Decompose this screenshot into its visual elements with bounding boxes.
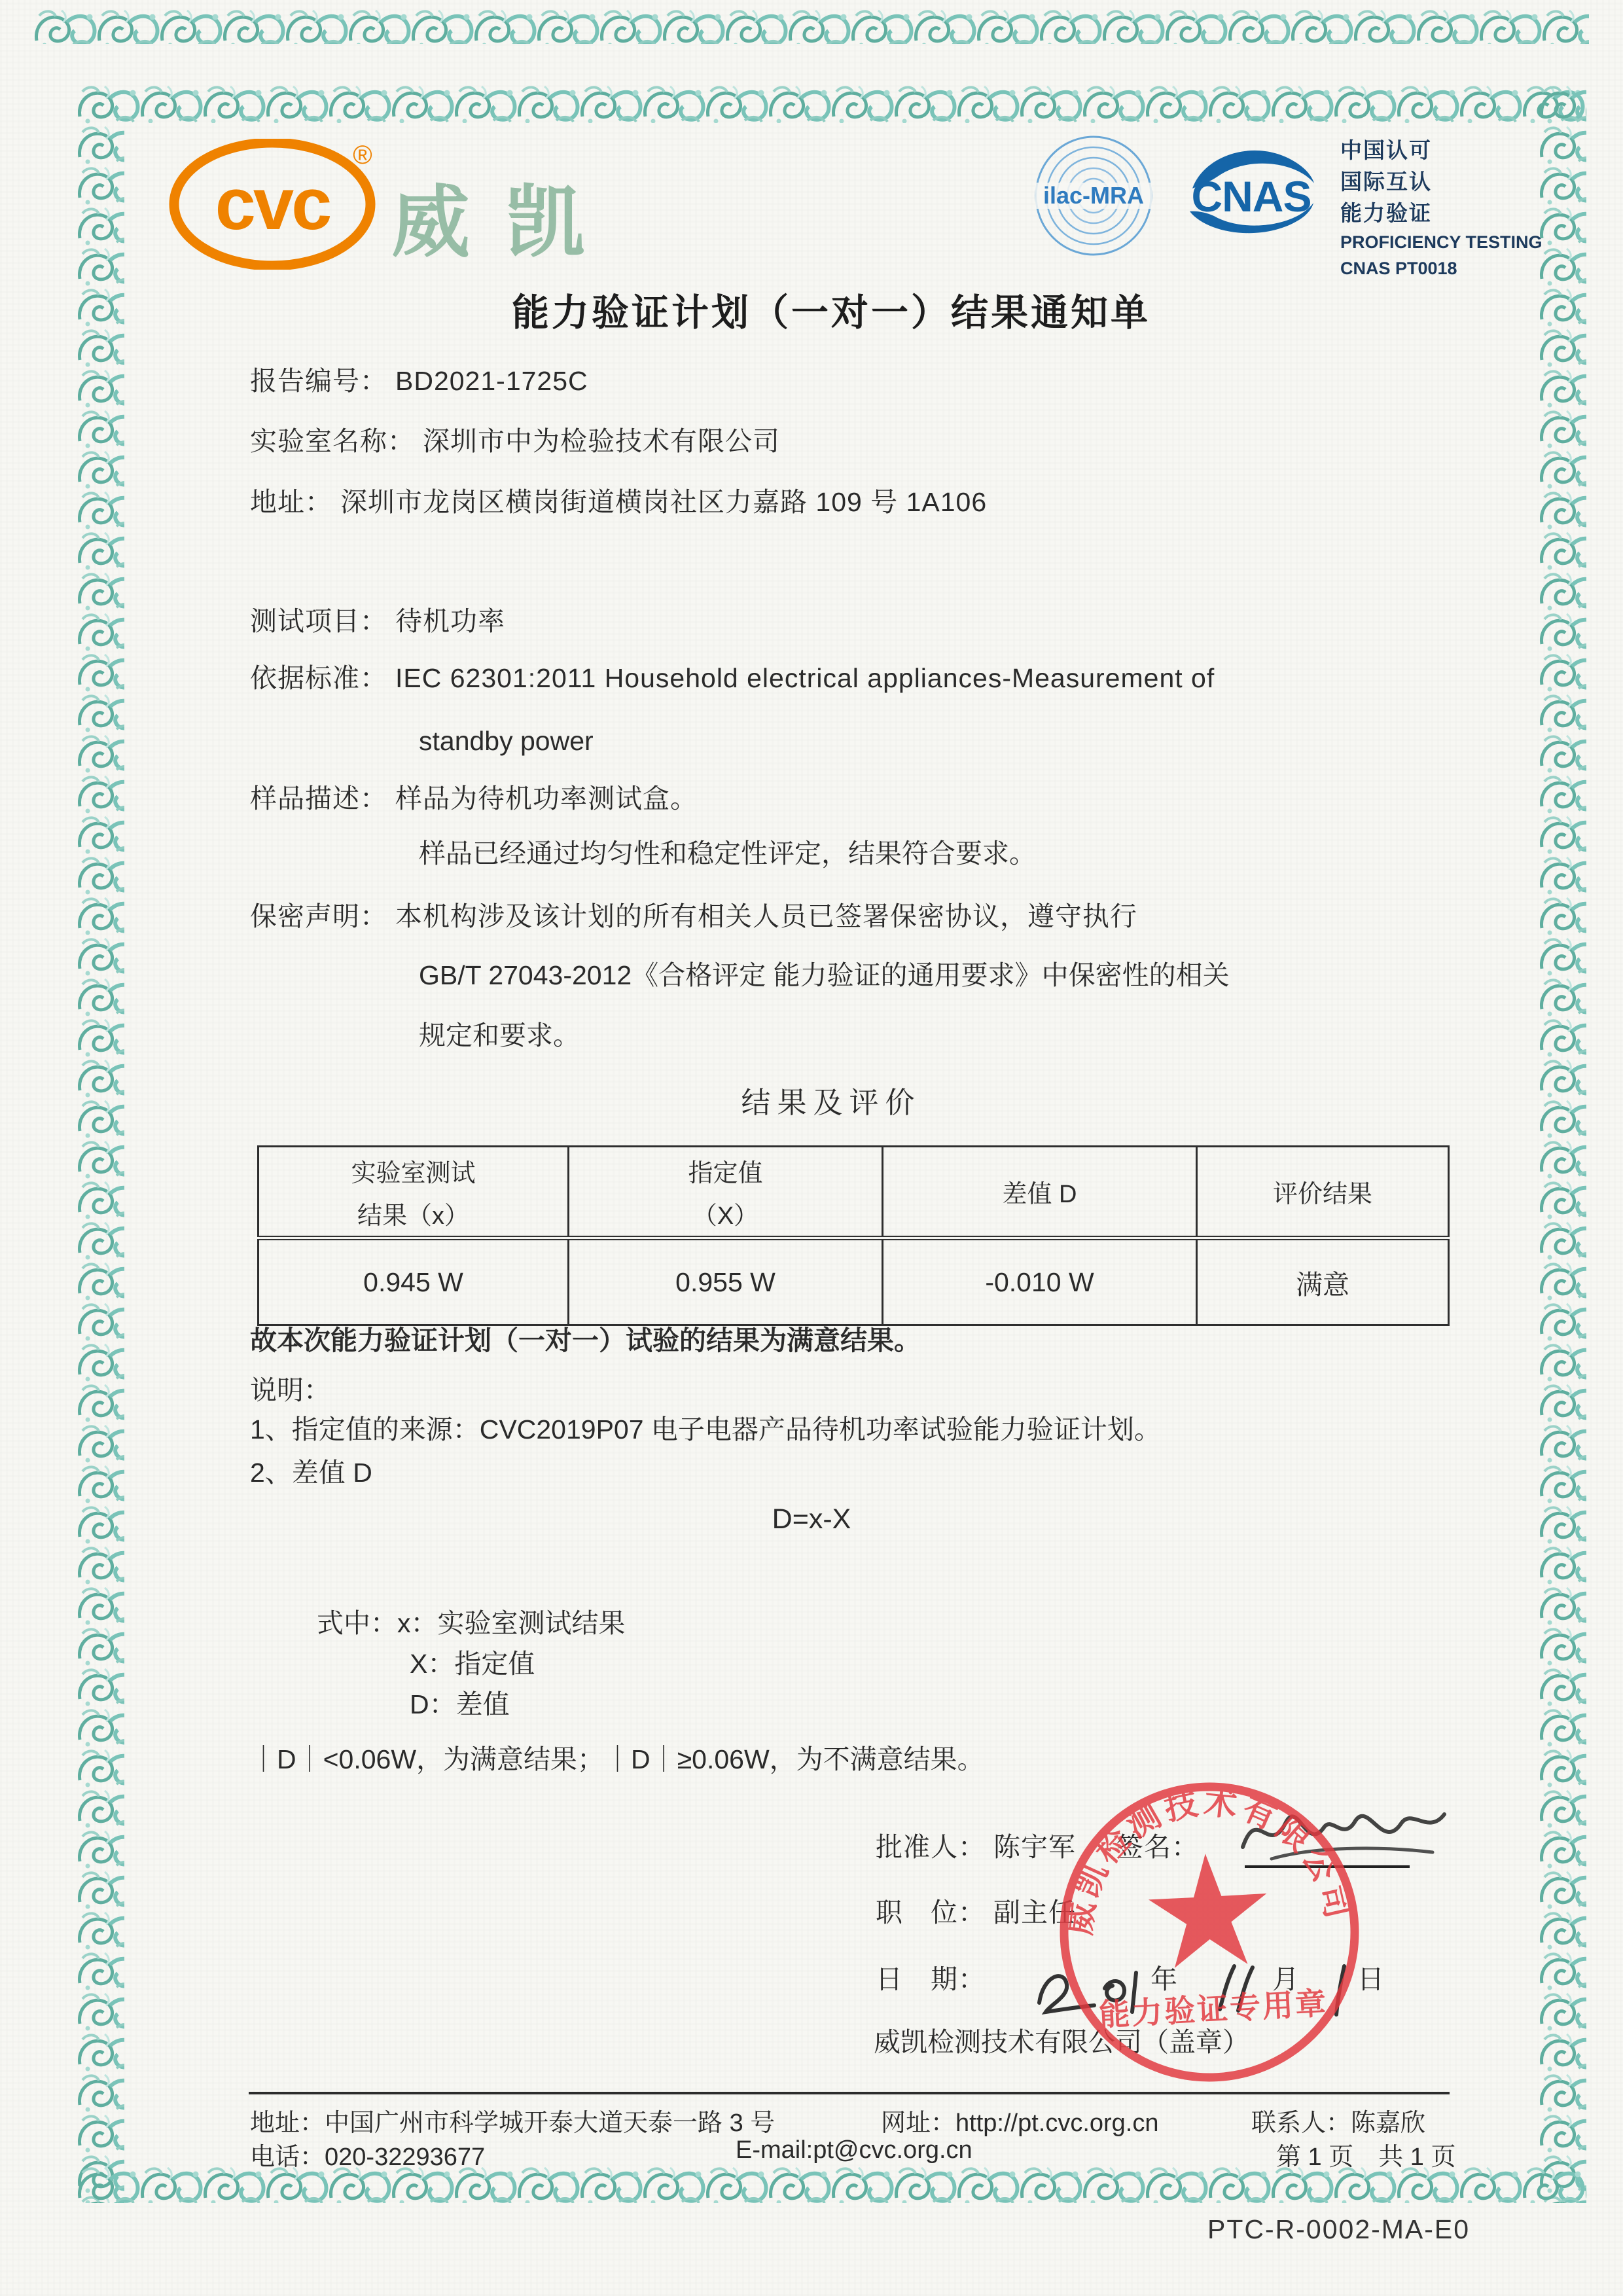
accreditation-line-2: 国际互认	[1340, 169, 1432, 194]
footer-divider	[249, 2092, 1450, 2094]
results-header-evaluation	[1197, 1147, 1449, 1238]
registered-mark-icon: ®	[353, 141, 372, 170]
position-line	[876, 1897, 1076, 1928]
results-header-lab-result	[259, 1147, 569, 1238]
border-top-band	[34, 8, 1589, 44]
sample-desc-line-2: 样品已经通过均匀性和稳定性评定，结果符合要求。	[419, 838, 1036, 869]
confidentiality-line-2: GB/T 27043-2012《合格评定 能力验证的通用要求》中保密性的相关	[419, 960, 1230, 990]
result-difference-value: -0.010 W	[883, 1238, 1197, 1325]
footer-phone-label: 电话：	[250, 2144, 325, 2171]
standard-value: IEC 62301:2011 Household electrical appliances-Measurement of	[395, 663, 1215, 693]
signature-label: 签名：	[1116, 1832, 1199, 1862]
formula-where-x: 式中：x：实验室测试结果	[317, 1608, 626, 1638]
footer-contact-label: 联系人：	[1251, 2109, 1351, 2137]
accreditation-block	[1340, 135, 1543, 282]
date-day-char: 日	[1357, 1964, 1384, 1994]
report-number-line	[250, 365, 588, 397]
cnas-logo	[1178, 143, 1325, 251]
results-table	[257, 1145, 1450, 1326]
company-stamp	[1044, 1767, 1374, 2097]
result-evaluation-value: 满意	[1197, 1238, 1449, 1325]
lab-name-line	[250, 425, 780, 457]
standard-line-2: standby power	[419, 726, 594, 756]
sample-desc-line	[250, 783, 698, 814]
footer-address-label: 地址：	[250, 2109, 325, 2137]
note-item-1: 1、指定值的来源：CVC2019P07 电子电器产品待机功率试验能力验证计划。	[250, 1414, 1161, 1444]
stamp-star-icon	[1147, 1850, 1270, 1969]
border-frame-right	[1539, 84, 1586, 2203]
header-cell-text: （X）	[692, 1202, 759, 1230]
document-code: PTC-R-0002-MA-E0	[1207, 2214, 1471, 2244]
footer-contact	[1251, 2102, 1425, 2138]
accreditation-line-5: CNAS PT0018	[1340, 259, 1457, 279]
cnas-text: CNAS	[1191, 172, 1311, 221]
stamp-arc-text: 威凯检测技术有限公司	[1061, 1783, 1357, 1937]
lab-address-line	[250, 486, 987, 518]
criteria-line: ｜D｜<0.06W，为满意结果；｜D｜≥0.06W，为不满意结果。	[250, 1744, 984, 1774]
results-table-data-row	[259, 1238, 1449, 1325]
standard-label: 依据标准：	[250, 663, 387, 693]
company-seal-line: 威凯检测技术有限公司（盖章）	[874, 2027, 1249, 2057]
formula-where-X: X：指定值	[410, 1649, 535, 1679]
footer-email: E-mail:pt@cvc.org.cn	[736, 2136, 972, 2164]
footer-address	[250, 2102, 775, 2138]
test-item-line	[250, 605, 505, 637]
border-frame-top	[77, 84, 1586, 123]
results-heading: 结果及评价	[741, 1086, 921, 1119]
header-cell-text: 实验室测试	[351, 1159, 476, 1187]
footer-website	[881, 2102, 1159, 2138]
position-value: 副主任	[993, 1897, 1076, 1928]
header-cell-text: 结果（x）	[357, 1202, 469, 1230]
accreditation-line-4: PROFICIENCY TESTING	[1340, 232, 1543, 252]
cvc-logo-text: cvc	[215, 163, 330, 245]
sample-desc-label: 样品描述：	[250, 783, 387, 814]
note-item-2: 2、差值 D	[250, 1458, 372, 1488]
formula-where-D: D：差值	[410, 1689, 510, 1719]
cvc-logo	[169, 139, 378, 270]
accreditation-line-3: 能力验证	[1340, 200, 1432, 225]
test-item-value: 待机功率	[395, 606, 505, 636]
test-item-label: 测试项目：	[250, 606, 387, 636]
result-assigned-value: 0.955 W	[569, 1238, 883, 1325]
page-title: 能力验证计划（一对一）结果通知单	[512, 292, 1150, 334]
footer-phone	[250, 2136, 485, 2172]
border-frame-left	[77, 84, 124, 2203]
confidentiality-value-1: 本机构涉及该计划的所有相关人员已签署保密协议，遵守执行	[395, 901, 1137, 931]
date-month-char: 月	[1272, 1964, 1299, 1994]
ilac-mra-text: ilac-MRA	[1043, 182, 1145, 209]
confidentiality-line-3: 规定和要求。	[419, 1020, 580, 1050]
lab-name-label: 实验室名称：	[250, 426, 415, 456]
result-lab-value: 0.945 W	[259, 1238, 569, 1325]
results-header-assigned-value	[569, 1147, 883, 1238]
confidentiality-line-1	[250, 901, 1137, 932]
results-table-header-row	[259, 1147, 1449, 1238]
footer-page-info: 第 1 页 共 1 页	[1276, 2144, 1456, 2171]
conclusion-line: 故本次能力验证计划（一对一）试验的结果为满意结果。	[250, 1325, 921, 1355]
footer-phone-value: 020-32293677	[325, 2144, 486, 2171]
notes-heading: 说明：	[250, 1375, 330, 1405]
standard-line	[250, 662, 1215, 694]
report-number-value: BD2021-1725C	[395, 366, 588, 396]
results-header-difference	[883, 1147, 1197, 1238]
approver-label: 批准人：	[876, 1832, 986, 1862]
lab-name-value: 深圳市中为检验技术有限公司	[423, 426, 780, 456]
difference-formula: D=x-X	[772, 1503, 851, 1535]
position-label: 职 位：	[876, 1897, 986, 1928]
lab-address-label: 地址：	[250, 487, 332, 517]
date-label: 日 期：	[876, 1964, 986, 1994]
footer-address-value: 中国广州市科学城开泰大道天泰一路 3 号	[325, 2109, 776, 2137]
lab-address-value: 深圳市龙岗区横岗街道横岗社区力嘉路 109 号 1A106	[340, 487, 988, 517]
header-cell-text: 评价结果	[1272, 1181, 1372, 1208]
header-cell-text: 差值 D	[1002, 1181, 1077, 1208]
report-number-label: 报告编号：	[250, 366, 387, 396]
header-cell-text: 指定值	[688, 1159, 763, 1187]
approver-name: 陈宇军	[993, 1832, 1076, 1862]
sample-desc-value: 样品为待机功率测试盒。	[395, 783, 698, 814]
cvc-chinese-name: 威凯	[391, 179, 620, 266]
ilac-mra-logo	[1033, 134, 1154, 257]
footer-contact-value: 陈嘉欣	[1351, 2109, 1426, 2137]
footer-website-value: http://pt.cvc.org.cn	[955, 2109, 1159, 2137]
confidentiality-label: 保密声明：	[250, 901, 387, 931]
footer-website-label: 网址：	[881, 2109, 956, 2137]
date-year-char: 年	[1150, 1964, 1177, 1994]
accreditation-line-1: 中国认可	[1340, 138, 1432, 162]
stamp-bottom-text: 能力验证专用章	[1098, 1985, 1329, 2032]
